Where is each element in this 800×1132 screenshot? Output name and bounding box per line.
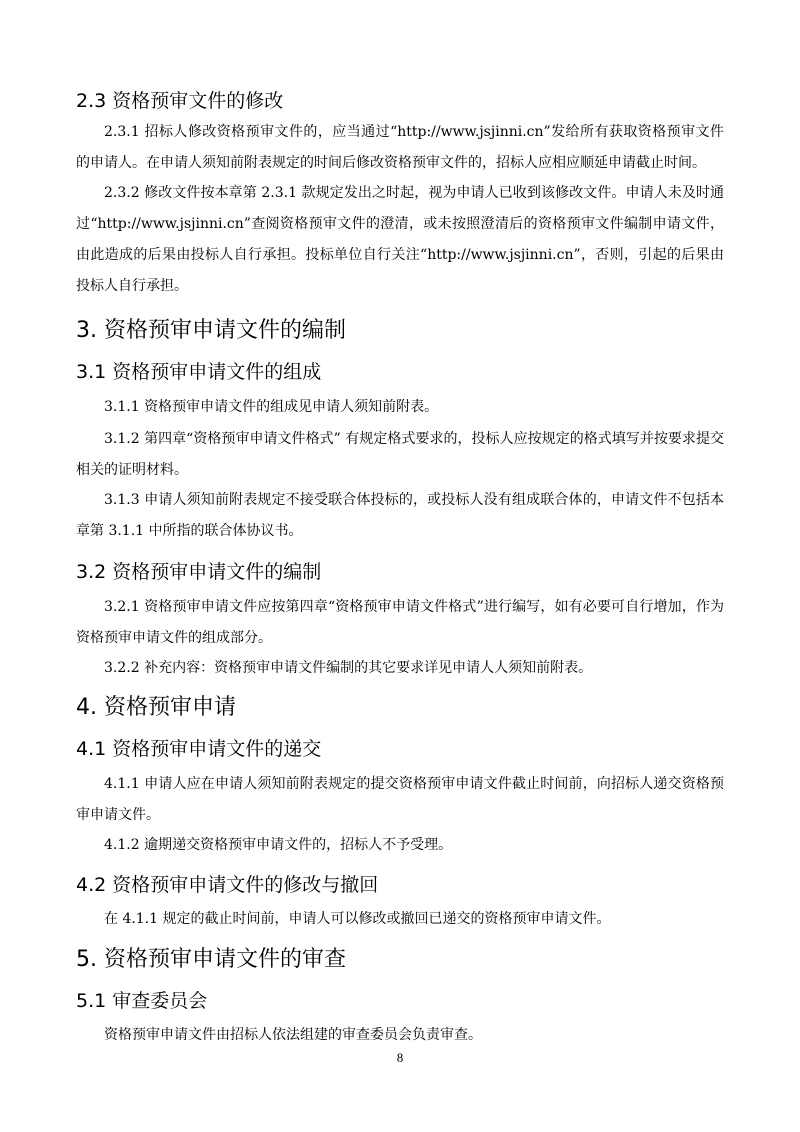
paragraph-4-1-1: 4.1.1 申请人应在申请人须知前附表规定的提交资格预审申请文件截止时间前，向招标人递交资格预审申请文件。: [76, 776, 724, 823]
section-heading-5-1: 5.1 审查委员会: [76, 990, 208, 1012]
paragraph-2-3-2: 2.3.2 修改文件按本章第 2.3.1 款规定发出之时起，视为申请人已收到该修改文件。申请人未及时通过“http://www.jsjinni.cn”查阅资格预审文件的澄清，或未按照澄清后的资格预审文件编制申请文件，由此造成的后果由投标人自行承担。投标单位自行关注“http://www.jsjinni.cn”，否则，引起的后果由投标人自行承担。: [76, 185, 724, 294]
section-heading-3-1: 3.1 资格预审申请文件的组成: [76, 361, 322, 383]
paragraph-4-2: 在 4.1.1 规定的截止时间前，申请人可以修改或撤回已递交的资格预审申请文件。: [104, 911, 611, 927]
section-heading-2-3: 2.3 资格预审文件的修改: [76, 90, 284, 112]
section-heading-3-2: 3.2 资格预审申请文件的编制: [76, 561, 322, 583]
section-heading-5: 5. 资格预审申请文件的审查: [76, 947, 346, 972]
paragraph-2-3-1: 2.3.1 招标人修改资格预审文件的，应当通过“http://www.jsjinni.cn”发给所有获取资格预审文件的申请人。在申请人须知前附表规定的时间后修改资格预审文件的，招标人应相应顺延申请截止时间。: [76, 124, 724, 171]
section-heading-4: 4. 资格预审申请: [76, 695, 236, 720]
paragraph-5-1: 资格预审申请文件由招标人依法组建的审查委员会负责审查。: [104, 1027, 482, 1043]
paragraph-3-1-3: 3.1.3 申请人须知前附表规定不接受联合体投标的，或投标人没有组成联合体的，申请文件不包括本章第 3.1.1 中所指的联合体协议书。: [76, 492, 724, 539]
paragraph-3-1-2: 3.1.2 第四章“资格预审申请文件格式” 有规定格式要求的，投标人应按规定的格式填写并按要求提交相关的证明材料。: [76, 431, 724, 478]
section-heading-4-1: 4.1 资格预审申请文件的递交: [76, 738, 322, 760]
paragraph-4-1-2: 4.1.2 逾期递交资格预审申请文件的，招标人不予受理。: [104, 837, 453, 853]
section-heading-3: 3. 资格预审申请文件的编制: [76, 318, 346, 343]
paragraph-3-1-1: 3.1.1 资格预审申请文件的组成见申请人须知前附表。: [104, 399, 439, 415]
page-number: 8: [396, 1050, 404, 1065]
paragraph-3-2-1: 3.2.1 资格预审申请文件应按第四章“资格预审申请文件格式”进行编写，如有必要可自行增加，作为资格预审申请文件的组成部分。: [76, 599, 724, 646]
paragraph-3-2-2: 3.2.2 补充内容：资格预审申请文件编制的其它要求详见申请人人须知前附表。: [104, 660, 593, 676]
section-heading-4-2: 4.2 资格预审申请文件的修改与撤回: [76, 874, 379, 896]
